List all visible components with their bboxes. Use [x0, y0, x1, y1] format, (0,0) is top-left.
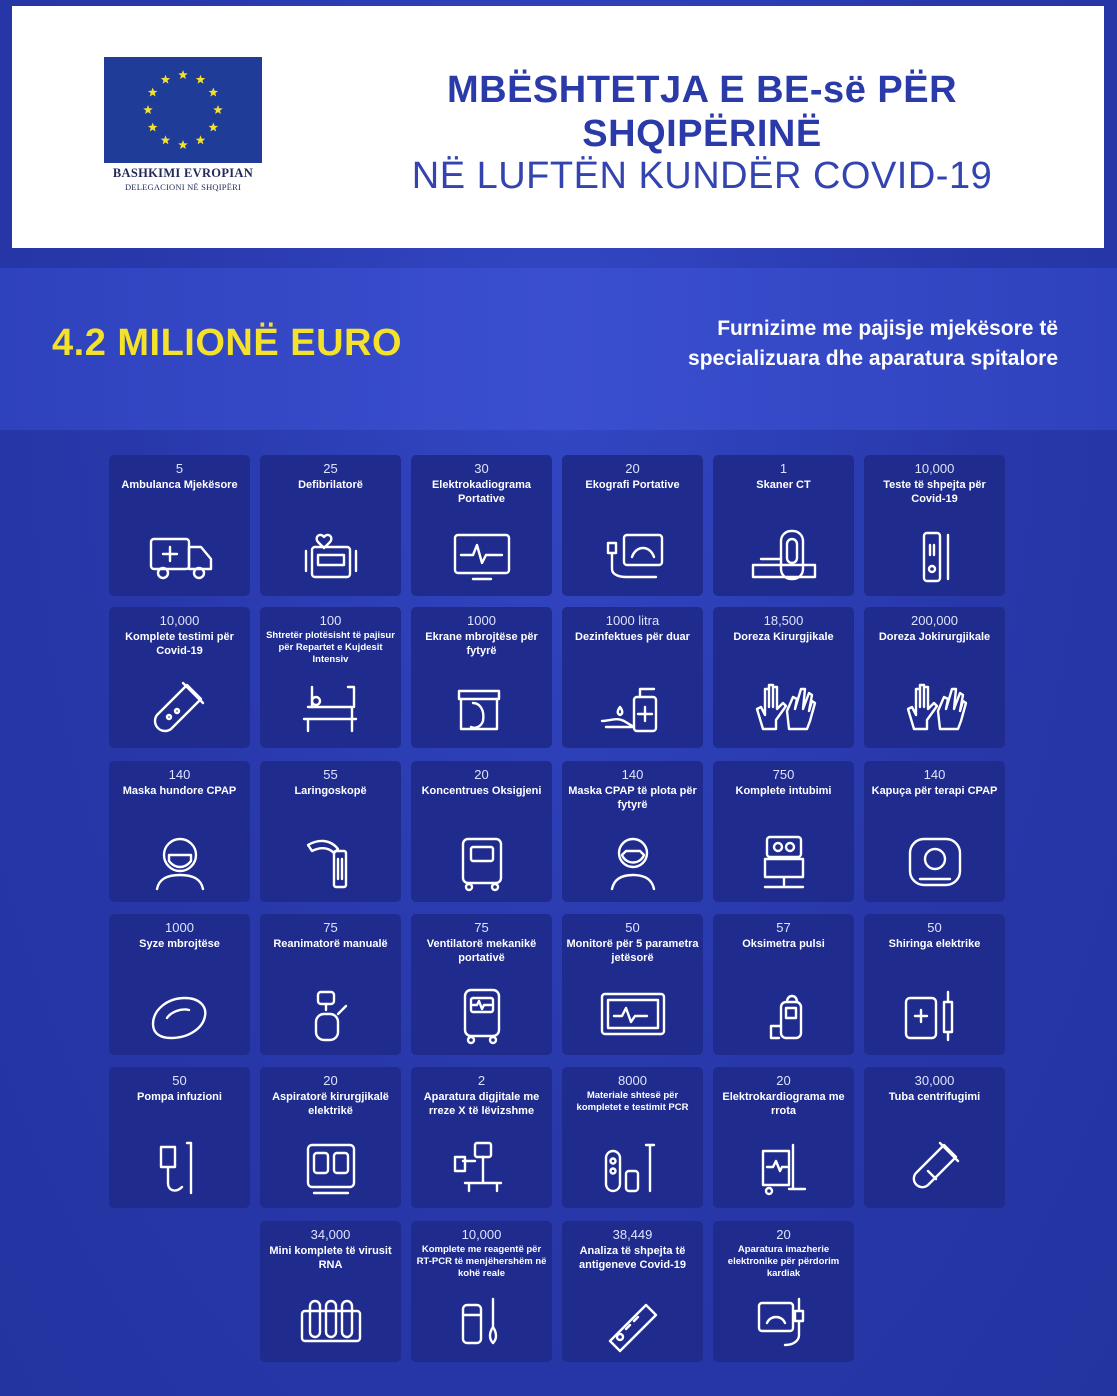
supply-count: 200,000	[911, 613, 958, 628]
page-title	[302, 68, 1102, 196]
supply-count: 5	[175, 461, 184, 476]
hand-sanitizer-icon	[596, 677, 670, 739]
supply-card	[713, 914, 854, 1055]
pulse-oximeter-icon	[747, 984, 821, 1046]
supply-card	[260, 1067, 401, 1208]
header-panel	[12, 6, 1104, 248]
supply-count: 18,500	[763, 613, 804, 628]
description-line-2: specializuara dhe aparatura spitalore	[688, 347, 1058, 370]
oxygen-concentrator-icon	[445, 831, 519, 893]
eu-delegation-text: DELEGACIONI NË SHQIPËRI	[124, 182, 242, 192]
supply-count: 1000	[467, 613, 496, 628]
supply-label: Koncentrues Oksigjeni	[421, 785, 542, 797]
supply-count: 10,000	[159, 613, 200, 628]
supply-count: 38,449	[612, 1227, 653, 1242]
supply-label: Aparatura digjitale me rreze X të lëvizshme	[423, 1091, 540, 1117]
supply-count: 30,000	[914, 1073, 955, 1088]
defibrillator-icon	[294, 525, 368, 587]
hospital-bed-icon	[294, 677, 368, 739]
goggles-icon	[143, 984, 217, 1046]
supply-label: Maska hundore CPAP	[122, 785, 237, 797]
supply-card	[411, 1067, 552, 1208]
cardiac-imaging-icon	[747, 1291, 821, 1353]
total-amount: 4.2 MILIONË EURO	[52, 322, 403, 364]
gloves-icon	[898, 677, 972, 739]
supply-count: 20	[323, 1073, 338, 1088]
supply-count: 2	[477, 1073, 486, 1088]
supply-label: Analiza të shpejta të antigeneve Covid-19	[579, 1245, 686, 1271]
xray-machine-icon	[445, 1137, 519, 1199]
rna-kit-icon	[294, 1291, 368, 1353]
supply-card	[260, 607, 401, 748]
ecg-cart-icon	[747, 1137, 821, 1199]
supply-label: Tuba centrifugimi	[888, 1091, 981, 1103]
supply-card	[260, 761, 401, 902]
supply-label: Oksimetra pulsi	[742, 938, 825, 950]
supply-count: 20	[474, 767, 489, 782]
manual-resuscitator-icon	[294, 984, 368, 1046]
supply-card	[562, 914, 703, 1055]
face-mask-icon	[596, 831, 670, 893]
supply-card	[713, 1221, 854, 1362]
supply-count: 55	[323, 767, 338, 782]
nasal-mask-icon	[143, 831, 217, 893]
supply-label: Aparatura imazherie elektronike për përdorim kardiak	[727, 1244, 840, 1279]
supply-card	[109, 761, 250, 902]
summary-description	[540, 314, 1058, 374]
supply-count: 140	[168, 767, 191, 782]
eu-flag-logo	[104, 57, 262, 163]
syringe-pump-icon	[898, 984, 972, 1046]
face-shield-icon	[445, 677, 519, 739]
rapid-test-icon	[898, 525, 972, 587]
gloves-icon	[747, 677, 821, 739]
supply-label: Laringoskopë	[294, 785, 367, 797]
cpap-hood-icon	[898, 831, 972, 893]
title-line-1: MBËSHTETJA E BE-së PËR	[446, 69, 958, 111]
supply-count: 140	[621, 767, 644, 782]
supply-label: Shiringa elektrike	[888, 938, 981, 950]
supply-label: Doreza Jokirurgjikale	[878, 631, 991, 643]
supply-count: 140	[923, 767, 946, 782]
supply-card	[713, 607, 854, 748]
supply-count: 1	[779, 461, 788, 476]
supply-label: Maska CPAP të plota për fytyrë	[568, 785, 697, 811]
antigen-test-icon	[596, 1291, 670, 1353]
ambulance-icon	[143, 525, 217, 587]
supply-card	[109, 914, 250, 1055]
supply-card	[562, 1221, 703, 1362]
supply-card	[864, 1067, 1005, 1208]
supply-count: 75	[474, 920, 489, 935]
supply-label: Defibrilatorë	[298, 479, 363, 491]
infusion-pump-icon	[143, 1137, 217, 1199]
supply-count: 57	[776, 920, 791, 935]
supply-label: Syze mbrojtëse	[139, 938, 220, 950]
supply-card	[713, 761, 854, 902]
supply-card	[411, 1221, 552, 1362]
ultrasound-icon	[596, 525, 670, 587]
supply-count: 750	[772, 767, 795, 782]
supply-card	[864, 914, 1005, 1055]
supply-card	[260, 455, 401, 596]
supply-card	[411, 914, 552, 1055]
supply-label: Teste të shpejta për Covid-19	[883, 479, 986, 505]
supply-count: 34,000	[310, 1227, 351, 1242]
supply-label: Reanimatorë manualë	[273, 938, 388, 950]
supply-count: 20	[776, 1073, 791, 1088]
supply-count: 100	[319, 613, 342, 628]
supply-card	[864, 455, 1005, 596]
supply-label: Doreza Kirurgjikale	[733, 631, 834, 643]
supply-count: 8000	[618, 1073, 647, 1088]
supply-card	[109, 1067, 250, 1208]
description-line-1: Furnizime me pajisje mjekësore të	[717, 317, 1058, 340]
eu-delegation-name	[104, 166, 262, 192]
ecg-monitor-icon	[445, 525, 519, 587]
supply-card	[109, 455, 250, 596]
test-tube-icon	[143, 677, 217, 739]
supply-card	[864, 607, 1005, 748]
supply-card	[864, 761, 1005, 902]
supply-count: 1000 litra	[605, 613, 660, 628]
supply-label: Ekografi Portative	[585, 479, 680, 491]
supply-label: Komplete me reagentë për RT-PCR të menjëhershëm në kohë reale	[416, 1244, 547, 1279]
supply-label: Ventilatorë mekanikë portativë	[426, 938, 537, 964]
supply-card	[411, 761, 552, 902]
supply-card	[411, 455, 552, 596]
supply-card	[713, 455, 854, 596]
ventilator-icon	[445, 984, 519, 1046]
intubation-kit-icon	[747, 831, 821, 893]
supply-card	[260, 1221, 401, 1362]
title-line-2: SHQIPËRINË	[582, 113, 822, 155]
supply-count: 50	[625, 920, 640, 935]
supply-label: Elektrokardiograma me rrota	[722, 1091, 845, 1117]
supply-label: Monitorë për 5 parametra jetësorë	[566, 938, 699, 964]
supply-count: 10,000	[461, 1227, 502, 1242]
supply-card	[562, 1067, 703, 1208]
supply-label: Mini komplete të virusit RNA	[269, 1245, 392, 1271]
supply-label: Skaner CT	[756, 479, 811, 491]
supply-card	[562, 761, 703, 902]
eu-name-text: BASHKIMI EVROPIAN	[112, 166, 254, 180]
supply-label: Kapuça për terapi CPAP	[871, 785, 998, 797]
supply-label: Komplete intubimi	[735, 785, 832, 797]
supply-label: Elektrokadiograma Portative	[431, 479, 532, 505]
supply-label: Dezinfektues për duar	[575, 631, 690, 643]
supply-count: 50	[927, 920, 942, 935]
supply-card	[713, 1067, 854, 1208]
supply-label: Aspiratorë kirurgjikalë elektrikë	[272, 1091, 389, 1117]
supply-label: Pompa infuzioni	[137, 1091, 222, 1103]
supply-label: Ambulanca Mjekësore	[121, 479, 238, 491]
supply-count: 20	[776, 1227, 791, 1242]
vital-monitor-icon	[596, 984, 670, 1046]
supply-count: 50	[172, 1073, 187, 1088]
title-line-3: NË LUFTËN KUNDËR COVID-19	[411, 155, 993, 197]
supply-label: Materiale shtesë për kompletet e testimit PCR	[576, 1090, 689, 1113]
supply-label: Ekrane mbrojtëse për fytyrë	[425, 631, 538, 657]
supply-card	[109, 607, 250, 748]
pcr-materials-icon	[596, 1137, 670, 1199]
centrifuge-tube-icon	[898, 1137, 972, 1199]
rt-pcr-reagent-icon	[445, 1291, 519, 1353]
supply-card	[411, 607, 552, 748]
supply-count: 1000	[165, 920, 194, 935]
supply-count: 30	[474, 461, 489, 476]
supply-card	[562, 455, 703, 596]
supply-label: Komplete testimi për Covid-19	[125, 631, 234, 657]
supply-card	[562, 607, 703, 748]
supply-count: 10,000	[914, 461, 955, 476]
supply-label: Shtretër plotësisht të pajisur për Repartet e Kujdesit Intensiv	[266, 630, 395, 665]
surgical-aspirator-icon	[294, 1137, 368, 1199]
supply-count: 75	[323, 920, 338, 935]
supply-card	[260, 914, 401, 1055]
supply-count: 25	[323, 461, 338, 476]
ct-scanner-icon	[747, 525, 821, 587]
laryngoscope-icon	[294, 831, 368, 893]
supply-count: 20	[625, 461, 640, 476]
